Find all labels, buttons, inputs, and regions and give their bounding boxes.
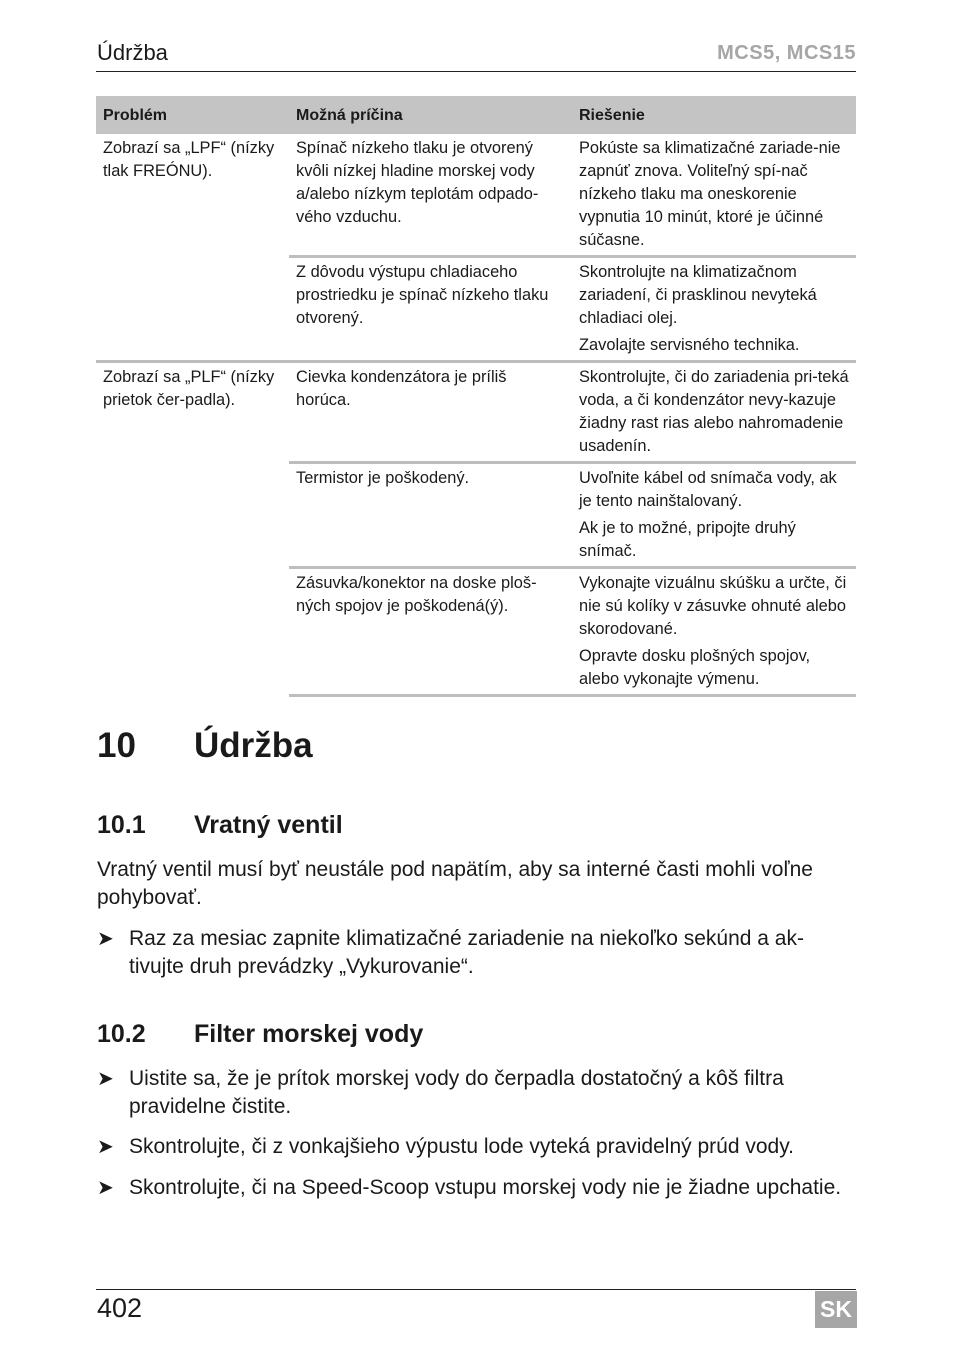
instruction-item: [97, 925, 857, 981]
troubleshooting-table: [96, 96, 856, 697]
solution-text: Ak je to možné, pripojte druhý snímač.: [579, 519, 796, 560]
solution-text: Skontrolujte na klimatizačnom zariadení, či prasklinou nevyteká chladiaci olej.: [579, 263, 817, 327]
column-header-solution: Riešenie: [572, 96, 856, 134]
instruction-text: Uistite sa, že je prítok morskej vody do čerpadla dostatočný a kôš filtra pravidelne čistite.: [129, 1067, 784, 1118]
section-heading-10-1: [97, 811, 343, 840]
column-header-cause: Možná príčina: [289, 96, 572, 134]
solution-text: Opravte dosku plošných spojov, alebo vykonajte výmenu.: [579, 647, 811, 688]
instruction-text: Skontrolujte, či na Speed-Scoop vstupu morskej vody nie je žiadne upchatie.: [129, 1176, 842, 1199]
solution-cell: [572, 463, 856, 568]
cause-cell: Termistor je poškodený.: [289, 463, 572, 568]
language-badge: SK: [815, 1291, 857, 1328]
table-header-row: [96, 96, 856, 134]
section-heading-10-2: [97, 1020, 423, 1049]
solution-text: Skontrolujte, či do zariadenia pri-teká voda, a či kondenzátor nevy-kazuje žiadny rast rias alebo nahromadenie usadenín.: [579, 368, 849, 455]
cause-cell: Spínač nízkeho tlaku je otvorený kvôli nízkej hladine morskej vody a/alebo nízkym teplotám odpado-vého vzduchu.: [296, 139, 539, 226]
solution-text: Zavolajte servisného technika.: [579, 336, 800, 354]
problem-cell: Zobrazí sa „PLF“ (nízky prietok čer-padla).: [96, 362, 289, 696]
solution-text: Pokúste sa klimatizačné zariade-nie zapnúť znova. Voliteľný spí-nač nízkeho tlaku ma oneskorenie vypnutia 10 minút, ktoré je účinné súčasne.: [579, 139, 841, 249]
solution-cell: [572, 257, 856, 362]
section-title: Vratný ventil: [194, 811, 343, 839]
chapter-title: Údržba: [194, 726, 313, 765]
solution-cell: [572, 568, 856, 696]
cause-cell: Cievka kondenzátora je príliš horúca.: [289, 362, 572, 463]
solution-cell: [572, 134, 856, 257]
instruction-text: Skontrolujte, či z vonkajšieho výpustu lode vyteká pravidelný prúd vody.: [129, 1135, 794, 1158]
section-title: Filter morskej vody: [194, 1020, 424, 1048]
cause-cell: Z dôvodu výstupu chladiaceho prostriedku je spínač nízkeho tlaku otvorený.: [289, 257, 572, 362]
section-number: 10.1: [97, 811, 146, 839]
solution-text: Uvoľnite kábel od snímača vody, ak je tento nainštalovaný.: [579, 469, 837, 510]
table-row: [96, 134, 856, 257]
header-divider: [96, 71, 856, 72]
footer-divider: [96, 1289, 856, 1290]
running-header-model: MCS5, MCS15: [717, 42, 856, 64]
column-header-problem: Problém: [96, 96, 289, 134]
arrow-bullet-icon: ➤: [97, 1136, 114, 1158]
arrow-bullet-icon: ➤: [97, 1177, 114, 1199]
chapter-heading: [97, 726, 313, 766]
arrow-bullet-icon: ➤: [97, 928, 114, 950]
solution-text: Vykonajte vizuálnu skúšku a určte, či nie sú kolíky v zásuvke ohnuté alebo skorodované.: [579, 574, 847, 638]
chapter-number: 10: [97, 726, 136, 765]
table-row: [96, 362, 856, 463]
section-number: 10.2: [97, 1020, 146, 1048]
cause-cell: Zásuvka/konektor na doske ploš-ných spojov je poškodená(ý).: [289, 568, 572, 696]
solution-cell: [572, 362, 856, 463]
instruction-text: Raz za mesiac zapnite klimatizačné zariadenie na niekoľko sekúnd a ak-tivujte druh prevádzky „Vykurovanie“.: [129, 927, 804, 978]
running-header-section: Údržba: [97, 40, 168, 65]
section-paragraph: Vratný ventil musí byť neustále pod napätím, aby sa interné časti mohli voľne pohybovať.: [97, 858, 813, 909]
instruction-item: [97, 1065, 857, 1121]
page-number: 402: [97, 1293, 143, 1323]
instruction-item: [97, 1133, 857, 1161]
problem-cell: Zobrazí sa „LPF“ (nízky tlak FREÓNU).: [103, 139, 275, 180]
instruction-item: [97, 1174, 857, 1202]
arrow-bullet-icon: ➤: [97, 1068, 114, 1090]
